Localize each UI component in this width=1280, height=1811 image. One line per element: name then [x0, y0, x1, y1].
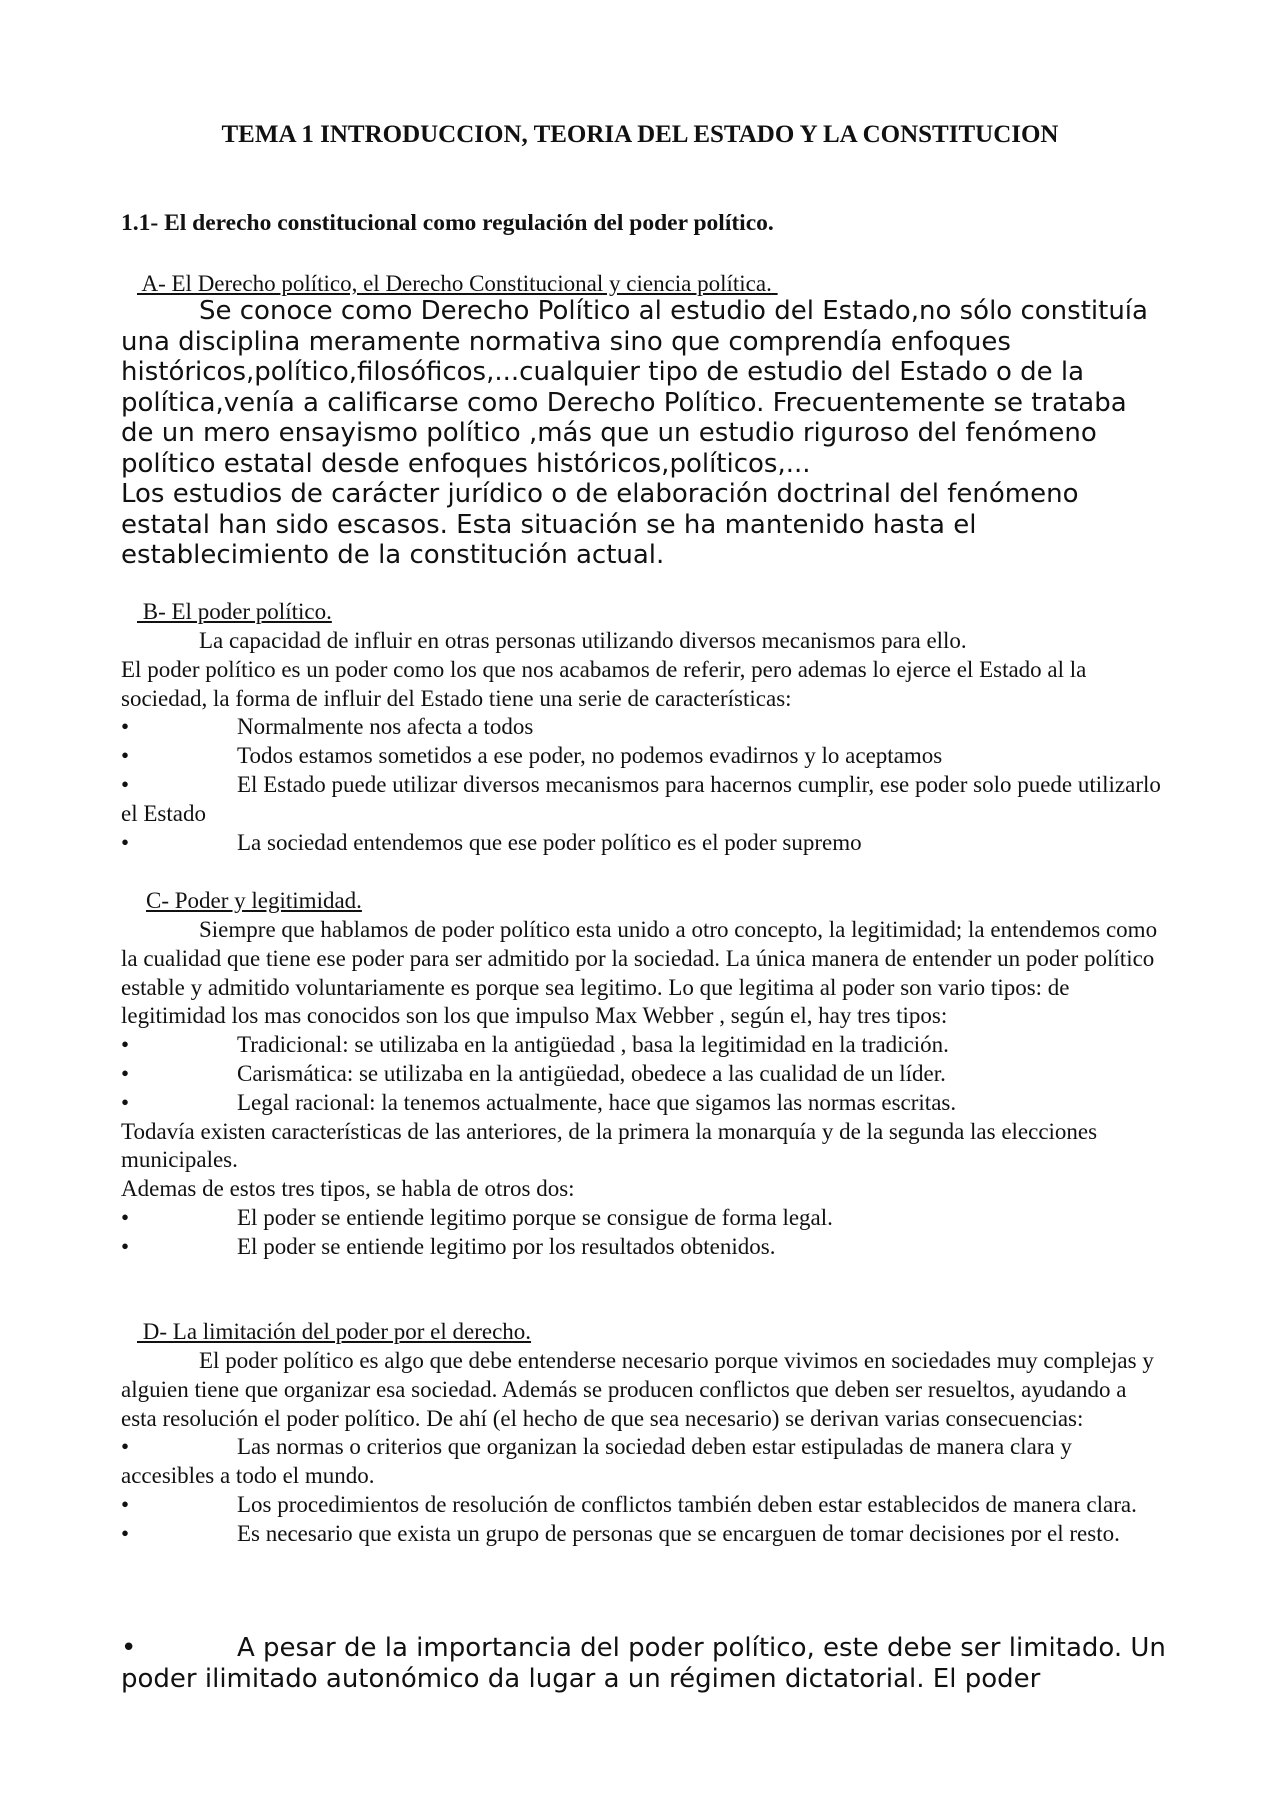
- paragraph: El poder político es algo que debe entenderse necesario porque vivimos en sociedades muy complejas y alguien tiene que organizar esa sociedad. Además se producen conflictos que deben ser resueltos, ayudando a esta resolución el poder político. De ahí (el hecho de que sea necesario) se derivan varias consecuencias:: [121, 1348, 1154, 1431]
- subheading-a: A- El Derecho político, el Derecho Constitucional y ciencia política.: [137, 271, 778, 296]
- list-item: • La sociedad entendemos que ese poder político es el poder supremo: [121, 829, 1166, 858]
- bullet-icon: •: [121, 1434, 130, 1460]
- subheading-d: D- La limitación del poder por el derecho.: [137, 1319, 532, 1344]
- subheading-c: C- Poder y legitimidad.: [146, 888, 362, 913]
- list-item: • El Estado puede utilizar diversos mecanismos para hacernos cumplir, ese poder solo puede utilizarlo el Estado: [121, 771, 1161, 826]
- list-item: • Tradicional: se utilizaba en la antigüedad , basa la legitimidad en la tradición.: [121, 1031, 1166, 1060]
- paragraph: Ademas de estos tres tipos, se habla de otros dos:: [121, 1176, 575, 1202]
- list-item: • Carismática: se utilizaba en la antigüedad, obedece a las cualidad de un líder.: [121, 1060, 1166, 1089]
- bullet-icon: •: [121, 1089, 130, 1115]
- document-title: TEMA 1 INTRODUCCION, TEORIA DEL ESTADO Y LA CONSTITUCION: [221, 121, 1059, 148]
- section-c-body: [121, 916, 1166, 1262]
- list-item: • Los procedimientos de resolución de conflictos también deben estar establecidos de manera clara.: [121, 1491, 1166, 1520]
- section-d-last-item: [121, 1633, 1166, 1694]
- subheading-b: B- El poder político.: [137, 599, 332, 624]
- paragraph: La capacidad de influir en otras personas utilizando diversos mecanismos para ello.: [199, 628, 967, 653]
- list-item: • Es necesario que exista un grupo de personas que se encarguen de tomar decisiones por el resto.: [121, 1520, 1166, 1549]
- list-item: • Normalmente nos afecta a todos: [121, 713, 1166, 742]
- list-item: • A pesar de la importancia del poder político, este debe ser limitado. Un poder ilimitado autonómico da lugar a un régimen dictatorial. El poder: [121, 1633, 1166, 1694]
- paragraph: Todavía existen características de las anteriores, de la primera la monarquía y de la segunda las elecciones municipales.: [121, 1118, 1098, 1173]
- bullet-icon: •: [121, 1204, 130, 1230]
- bullet-icon: •: [121, 771, 130, 797]
- list-item: • El poder se entiende legitimo porque se consigue de forma legal.: [121, 1204, 1166, 1233]
- bullet-icon: •: [121, 743, 130, 769]
- paragraph: Se conoce como Derecho Político al estudio del Estado,no sólo constituía una disciplina meramente normativa sino que comprendía enfoques históricos,político,filosóficos,...cualquier tipo de estudio del Estado o de la política,venía a calificarse como Derecho Político. Frecuentemente se trataba de un mero ensayismo político ,más que un estudio riguroso del fenómeno político estatal desde enfoques históricos,políticos,...: [121, 296, 1148, 479]
- bullet-icon: •: [121, 1060, 130, 1086]
- paragraph: El poder político es un poder como los que nos acabamos de referir, pero ademas lo ejerce el Estado al la sociedad, la forma de influir del Estado tiene una serie de características:: [121, 656, 1087, 711]
- bullet-icon: •: [121, 714, 130, 740]
- list-item: • Legal racional: la tenemos actualmente, hace que sigamos las normas escritas.: [121, 1089, 1166, 1118]
- section-d-body: [121, 1347, 1166, 1549]
- section-b-body: [121, 627, 1166, 857]
- bullet-icon: •: [121, 1491, 130, 1517]
- section-heading: 1.1- El derecho constitucional como regulación del poder político.: [121, 210, 774, 236]
- bullet-icon: •: [121, 1233, 130, 1259]
- bullet-icon: •: [121, 1520, 130, 1546]
- bullet-icon: •: [121, 829, 130, 855]
- list-item: • El poder se entiende legitimo por los resultados obtenidos.: [121, 1233, 1166, 1262]
- bullet-icon: •: [121, 1633, 137, 1663]
- list-item: • Las normas o criterios que organizan la sociedad deben estar estipuladas de manera clara y accesibles a todo el mundo.: [121, 1434, 1072, 1489]
- paragraph: Siempre que hablamos de poder político esta unido a otro concepto, la legitimidad; la entendemos como la cualidad que tiene ese poder para ser admitido por la sociedad. La única manera de entender un poder político estable y admitido voluntariamente es porque sea legitimo. Lo que legitima al poder son vario tipos: de legitimidad los mas conocidos son los que impulso Max Webber , según el, hay tres tipos:: [121, 917, 1158, 1029]
- bullet-icon: •: [121, 1032, 130, 1058]
- paragraph: Los estudios de carácter jurídico o de elaboración doctrinal del fenómeno estatal han sido escasos. Esta situación se ha mantenido hasta el establecimiento de la constitución actual.: [121, 479, 1079, 570]
- list-item: • Todos estamos sometidos a ese poder, no podemos evadirnos y lo aceptamos: [121, 742, 1166, 771]
- section-a-body: [121, 296, 1166, 571]
